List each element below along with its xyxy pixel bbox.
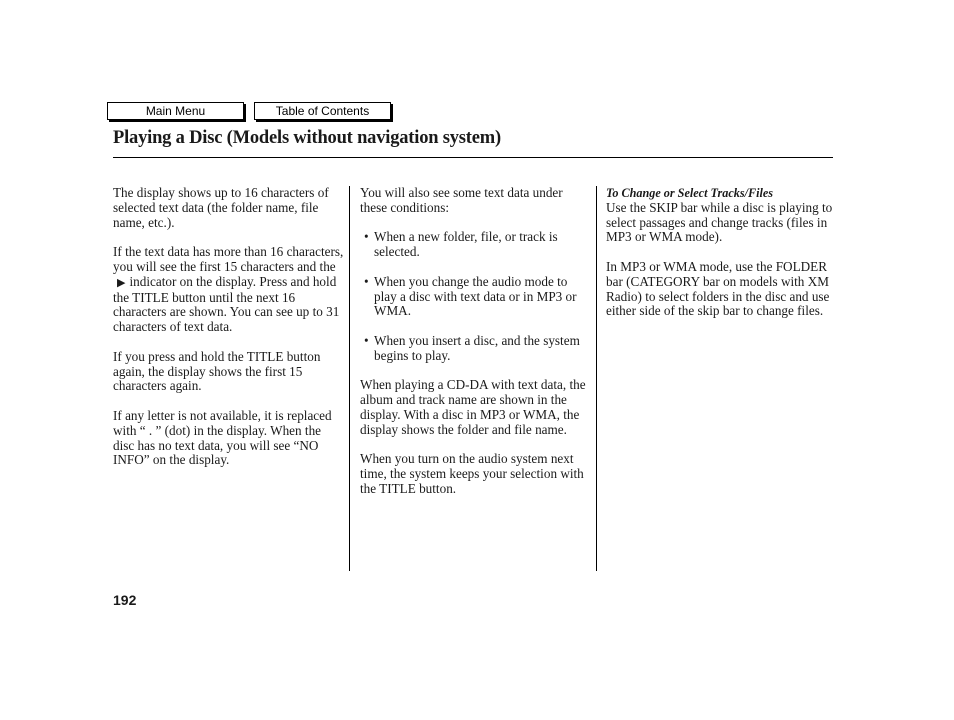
paragraph-more-than-16-part1: If the text data has more than 16 characters, you will see the first 15 characters and the — [113, 244, 344, 274]
column-left — [113, 186, 345, 483]
paragraph-next-time: When you turn on the audio system next time, the system keeps your selection with the TITLE button. — [360, 451, 584, 496]
column-right — [606, 186, 834, 334]
paragraph-title-again: If you press and hold the TITLE button again, the display shows the first 15 characters again. — [113, 348, 321, 394]
paragraph-cdda: When playing a CD-DA with text data, the album and track name are shown in the display. With a disc in MP3 or WMA, the display shows the folder and file name. — [360, 377, 586, 437]
paragraph-skip-bar: Use the SKIP bar while a disc is playing to select passages and change tracks (files in MP3 or WMA mode). — [606, 199, 833, 245]
column-divider-2 — [596, 186, 597, 571]
main-menu-button[interactable]: Main Menu — [107, 102, 244, 120]
section-subheading: To Change or Select Tracks/Files — [606, 186, 774, 200]
paragraph-more-than-16 — [113, 245, 345, 335]
paragraph-more-than-16-part2: indicator on the display. Press and hold the TITLE button until the next 16 characters are shown. You can see up to 31 characters of text data. — [113, 273, 340, 335]
paragraph-display-characters: The display shows up to 16 characters of selected text data (the folder name, file name, etc.). — [113, 185, 329, 230]
title-divider — [113, 157, 833, 158]
paragraph-conditions-intro: You will also see some text data under these conditions: — [360, 185, 563, 215]
paragraph-letter-unavailable: If any letter is not available, it is replaced with “ . ” (dot) in the display. When the disc has no text data, you will see “NO INFO” on the display. — [113, 407, 332, 468]
page-title: Playing a Disc (Models without navigation system) — [113, 128, 501, 148]
bullet-text: When you change the audio mode to play a disc with text data or in MP3 or WMA. — [374, 273, 577, 319]
column-middle — [360, 186, 588, 512]
list-item: • When you change the audio mode to play a disc with text data or in MP3 or WMA. — [364, 273, 577, 319]
list-item: • When a new folder, file, or track is selected. — [364, 229, 558, 260]
bullet-text: When a new folder, file, or track is selected. — [374, 229, 558, 260]
list-item: • When you insert a disc, and the system begins to play. — [364, 332, 580, 363]
paragraph-folder-bar: In MP3 or WMA mode, use the FOLDER bar (CATEGORY bar on models with XM Radio) to select folders in the disc and use either side of the skip bar to change files. — [606, 258, 830, 319]
column-divider-1 — [349, 186, 350, 571]
play-indicator-icon: ▶ — [117, 275, 126, 289]
page-number: 192 — [113, 592, 137, 608]
bullet-text: When you insert a disc, and the system begins to play. — [374, 332, 580, 363]
table-of-contents-button[interactable]: Table of Contents — [254, 102, 391, 120]
